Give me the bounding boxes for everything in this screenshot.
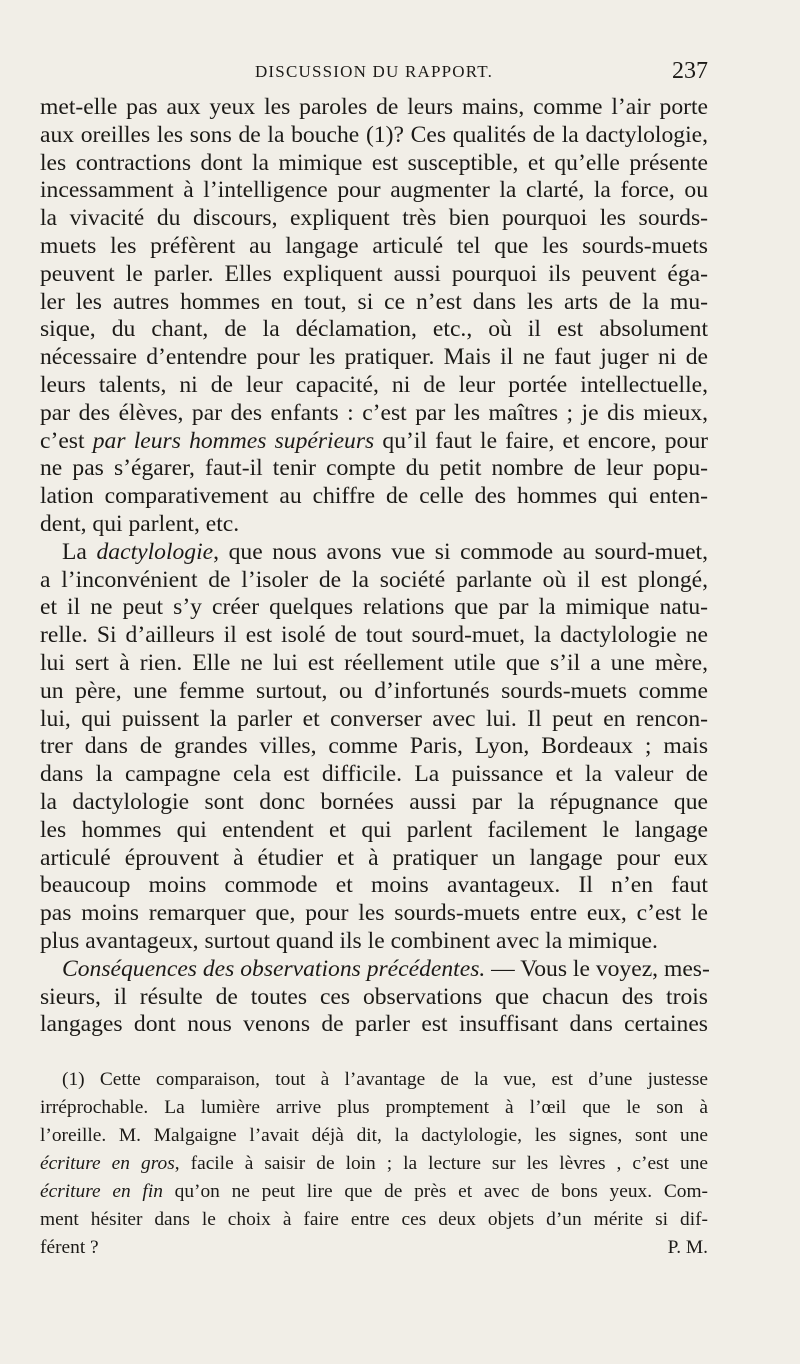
footnote-line <box>40 1150 708 1178</box>
text-run: La <box>62 538 97 565</box>
text-line: un père, une femme surtout, ou d’infortunés sourds-muets comme <box>40 677 708 704</box>
text-line: leurs talents, ni de leur capacité, ni de leur portée intellectuelle, <box>40 371 708 398</box>
section-heading-italic: Conséquences des observations précédentes. <box>62 955 486 982</box>
footnote-line: irréprochable. La lumière arrive plus promptement à l’œil que le son à <box>40 1097 708 1118</box>
text-line: beaucoup moins commode et moins avantageux. Il n’en faut <box>40 872 708 899</box>
text-line: nécessaire d’entendre pour les pratiquer. Mais il ne faut juger ni de <box>40 344 708 371</box>
footnote-signature: P. M. <box>667 1237 708 1258</box>
text-line: pas moins remarquer que, pour les sourds-muets entre eux, c’est le <box>40 900 708 927</box>
text-line <box>40 539 708 567</box>
running-head-title: DISCUSSION DU RAPPORT. <box>254 62 494 81</box>
paragraph-2 <box>40 539 708 956</box>
text-line: la dactylologie sont donc bornées aussi par la répugnance que <box>40 788 708 815</box>
italic-phrase: par leurs hommes supérieurs <box>92 427 375 454</box>
text-line: et il ne peut s’y créer quelques relations que par la mimique natu- <box>40 594 708 621</box>
text-line: la vivacité du discours, expliquent très bien pourquoi les sourds- <box>40 205 708 232</box>
italic-term: dactylologie <box>96 538 214 565</box>
text-run: qu’il faut le faire, et encore, pour <box>374 427 708 454</box>
page-number: 237 <box>672 58 708 84</box>
text-line: incessamment à l’intelligence pour augmenter la clarté, la force, ou <box>40 177 708 204</box>
running-head <box>40 58 708 88</box>
text-line: lui, qui puissent la parler et converser avec lui. Il peut en rencon- <box>40 705 708 732</box>
paragraph-1 <box>40 94 708 539</box>
paragraph-3 <box>40 956 708 1039</box>
text-line: plus avantageux, surtout quand ils le combinent avec la mimique. <box>40 927 658 954</box>
text-line: lui sert à rien. Elle ne lui est réellement utile que s’il a une mère, <box>40 649 708 676</box>
italic-phrase: écriture en gros <box>40 1153 175 1174</box>
text-line: muets les préfèrent au langage articulé tel que les sourds-muets <box>40 232 708 259</box>
text-line: trer dans de grandes villes, comme Paris, Lyon, Bordeaux ; mais <box>40 733 708 760</box>
text-line: les contractions dont la mimique est susceptible, et qu’elle présente <box>40 149 708 176</box>
text-line: langages dont nous venons de parler est insuffisant dans certaines <box>40 1011 708 1038</box>
text-line: met-elle pas aux yeux les paroles de leurs mains, comme l’air porte <box>40 94 708 120</box>
text-run: , que nous avons vue si commode au sourd-muet, <box>213 538 708 565</box>
footnote <box>40 1066 708 1262</box>
footnote-last-line <box>40 1234 708 1262</box>
text-run: c’est <box>40 427 93 454</box>
text-line: relle. Si d’ailleurs il est isolé de tout sourd-muet, la dactylologie ne <box>40 622 708 649</box>
text-line: peuvent le parler. Elles expliquent aussi pourquoi ils peuvent éga- <box>40 260 708 287</box>
text-line: aux oreilles les sons de la bouche (1)? Ces qualités de la dactylologie, <box>40 121 708 148</box>
text-line: a l’inconvénient de l’isoler de la société parlante où il est plongé, <box>40 566 708 593</box>
footnote-line <box>40 1178 708 1206</box>
footnote-line: ment hésiter dans le choix à faire entre ces deux objets d’un mérite si dif- <box>40 1209 708 1230</box>
text-line: les hommes qui entendent et qui parlent facilement le langage <box>40 816 708 843</box>
footnote-line: férent ? <box>40 1237 99 1258</box>
text-line <box>40 956 708 984</box>
italic-phrase: écriture en fin <box>40 1181 163 1202</box>
text-line: ler les autres hommes en tout, si ce n’est dans les arts de la mu- <box>40 288 708 315</box>
text-line: articulé éprouvent à étudier et à pratiquer un langage pour eux <box>40 844 708 871</box>
text-line: dans la campagne cela est difficile. La puissance et la valeur de <box>40 761 708 788</box>
text-run: , facile à saisir de loin ; la lecture sur les lèvres , c’est une <box>174 1153 709 1174</box>
footnote-line: (1) Cette comparaison, tout à l’avantage de la vue, est d’une justesse <box>62 1069 708 1090</box>
text-line: par des élèves, par des enfants : c’est par les maîtres ; je dis mieux, <box>40 399 708 426</box>
text-line: lation comparativement au chiffre de celle des hommes qui enten- <box>40 483 708 510</box>
text-line: ne pas s’égarer, faut-il tenir compte du petit nombre de leur popu- <box>40 455 708 482</box>
text-line: sieurs, il résulte de toutes ces observations que chacun des trois <box>40 983 708 1010</box>
text-line: dent, qui parlent, etc. <box>40 510 240 537</box>
text-line <box>40 428 708 456</box>
text-line: sique, du chant, de la déclamation, etc., où il est absolument <box>40 316 708 343</box>
body-text <box>40 94 708 1039</box>
text-run: — Vous le voyez, mes- <box>485 955 710 982</box>
text-run: qu’on ne peut lire que de près et avec de bons yeux. Com- <box>162 1181 708 1202</box>
footnote-line: l’oreille. M. Malgaigne l’avait déjà dit, la dactylologie, les signes, sont une <box>40 1125 708 1146</box>
